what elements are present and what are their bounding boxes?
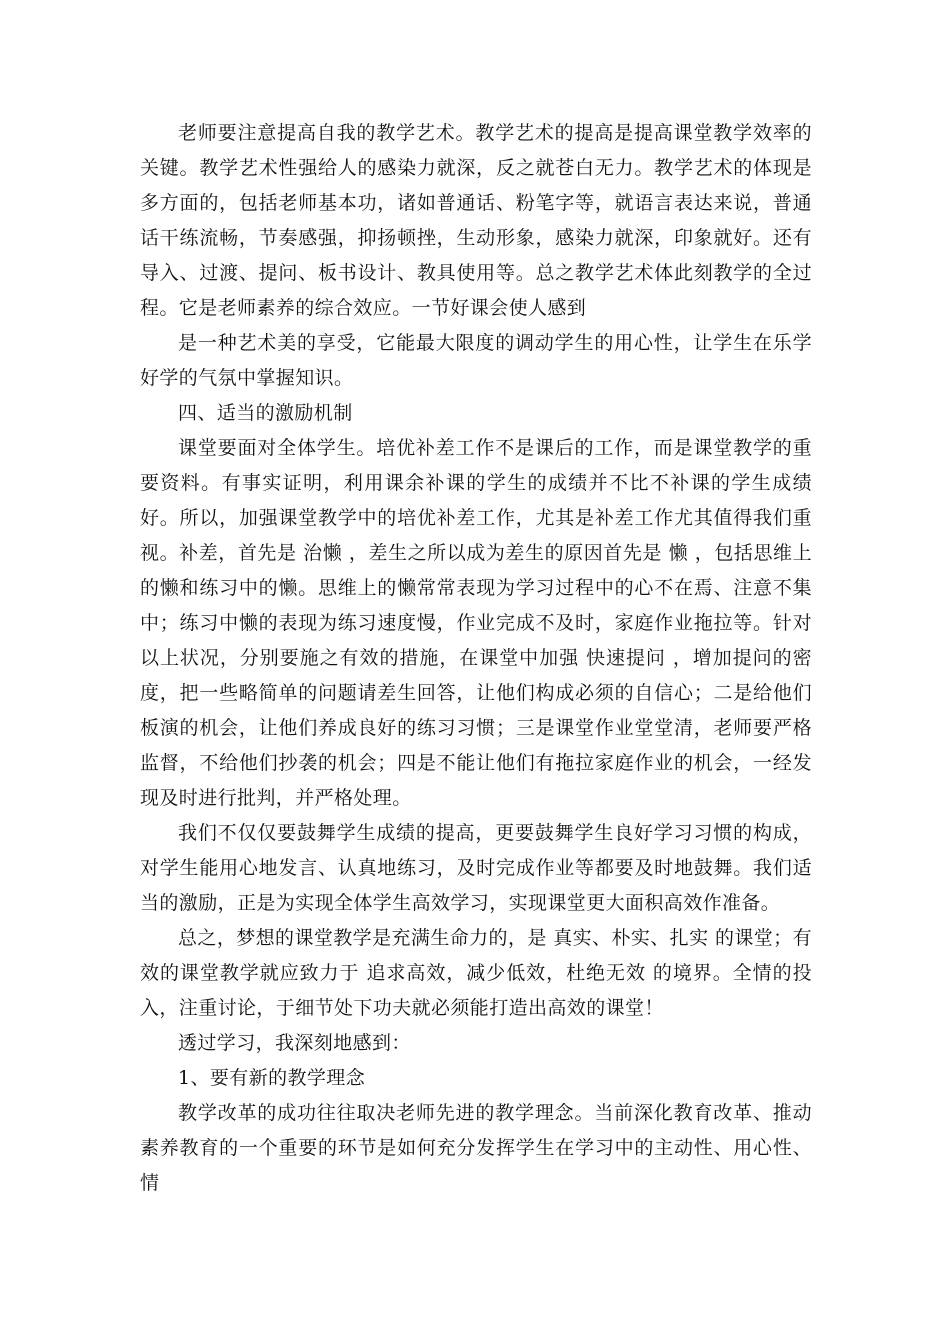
paragraph-all-students: 课堂要面对全体学生。培优补差工作不是课后的工作，而是课堂教学的重要资料。有事实证明，利用课余补课的学生的成绩并不比不补课的学生成绩好。所以，加强课堂教学中的培优补差工作，尤其是补差工作尤其值得我们重视。补差，首先是 治懒 ，差生之所以成为差生的原因首先是 懒 ，包括思维上的懒和练习中的懒。思维上的懒常常表现为学习过程中的心不在焉、注意不集中；练习中懒的表现为练习速度慢，作业完成不及时，家庭作业拖拉等。针对以上状况，分别要施之有效的措施，在课堂中加强 快速提问 ，增加提问的密度，把一些略简单的问题请差生回答，让他们构成必须的自信心；二是给他们板演的机会，让他们养成良好的练习习惯；三是课堂作业堂堂清，老师要严格监督，不给他们抄袭的机会；四是不能让他们有拖拉家庭作业的机会，一经发现及时进行批判，并严格处理。 [140,437,812,809]
section-heading-new-concept: 1、要有新的教学理念 [178,1067,366,1089]
paragraph-teaching-art: 老师要注意提高自我的教学艺术。教学艺术的提高是提高课堂教学效率的关键。教学艺术性强给人的感染力就深，反之就苍白无力。教学艺术的体现是多方面的，包括老师基本功，诸如普通话、粉笔字等，就语言表达来说，普通话干练流畅，节奏感强，抑扬顿挫，生动形象，感染力就深，印象就好。还有导入、过渡、提问、板书设计、教具使用等。总之教学艺术体此刻教学的全过程。它是老师素养的综合效应。一节好课会使人感到 [140,122,812,319]
paragraph-reflection-intro: 透过学习，我深刻地感到： [178,1032,411,1054]
paragraph-encouragement: 我们不仅仅要鼓舞学生成绩的提高，更要鼓舞学生良好学习习惯的构成，对学生能用心地发言、认真地练习，及时完成作业等都要及时地鼓舞。我们适当的激励，正是为实现全体学生高效学习，实现课堂更大面积高效作准备。 [140,822,812,914]
paragraph-teaching-reform: 教学改革的成功往往取决老师先进的教学理念。当前深化教育改革、推动素养教育的一个重要的环节是如何充分发挥学生在学习中的主动性、用心性、情 [140,1102,812,1194]
paragraph-art-enjoyment: 是一种艺术美的享受，它能最大限度的调动学生的用心性，让学生在乐学好学的气氛中掌握知识。 [140,332,812,389]
document-body [140,116,812,1201]
section-heading-incentive: 四、适当的激励机制 [178,402,353,424]
paragraph-conclusion: 总之，梦想的课堂教学是充满生命力的，是 真实、朴实、扎实 的课堂；有效的课堂教学就应致力于 追求高效，减少低效，杜绝无效 的境界。全情的投入，注重讨论，于细节处下功夫就必须能打造出高效的课堂！ [140,927,812,1019]
